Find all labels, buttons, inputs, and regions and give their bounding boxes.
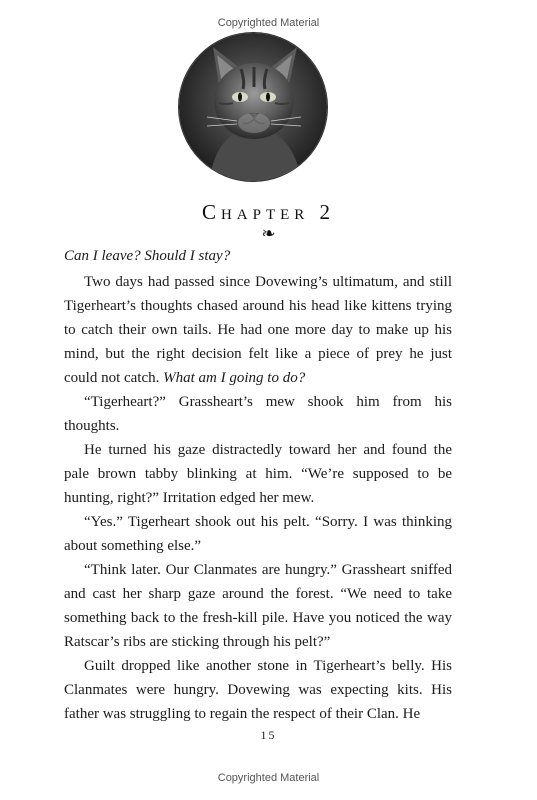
paragraph-italic-text: What am I going to do? <box>163 370 306 386</box>
paragraph: He turned his gaze distractedly toward her and found the pale brown tabby blinking at him. “We’re supposed to be hunting, right?” Irritation edged her mew. <box>64 442 452 506</box>
fleuron-ornament-icon: ❧ <box>261 224 276 243</box>
page-number: 15 <box>260 728 277 742</box>
paragraph-text: Two days had passed since Dovewing’s ultimatum, and still Tigerheart’s thoughts chased around his head like kittens trying to catch their own tails. He had one more day to make up his mind, but the right decision felt like a piece of prey he just could not catch. <box>64 274 452 386</box>
cat-portrait-icon <box>179 33 328 182</box>
paragraph: “Yes.” Tigerheart shook out his pelt. “Sorry. I was thinking about something else.” <box>64 514 452 554</box>
chapter-title: Chapter 2 <box>201 200 336 224</box>
paragraph: “Tigerheart?” Grassheart’s mew shook him from his thoughts. <box>64 394 452 434</box>
copyright-notice-bottom: Copyrighted Material <box>217 772 320 784</box>
cat-portrait-illustration <box>178 32 328 182</box>
paragraph: “Think later. Our Clanmates are hungry.” Grassheart sniffed and cast her sharp gaze around the forest. “We need to take something back to the fresh-kill pile. Have you noticed the way Ratscar’s ribs are sticking through his pelt?” <box>64 562 452 650</box>
copyright-notice-top: Copyrighted Material <box>217 17 320 29</box>
opening-thought: Can I leave? Should I stay? <box>64 248 231 264</box>
paragraph: Guilt dropped like another stone in Tigerheart’s belly. His Clanmates were hungry. Dovewing was expecting kits. His father was struggling to regain the respect of their Clan. He <box>64 658 452 722</box>
paragraph <box>64 270 452 390</box>
body-text <box>64 244 452 726</box>
